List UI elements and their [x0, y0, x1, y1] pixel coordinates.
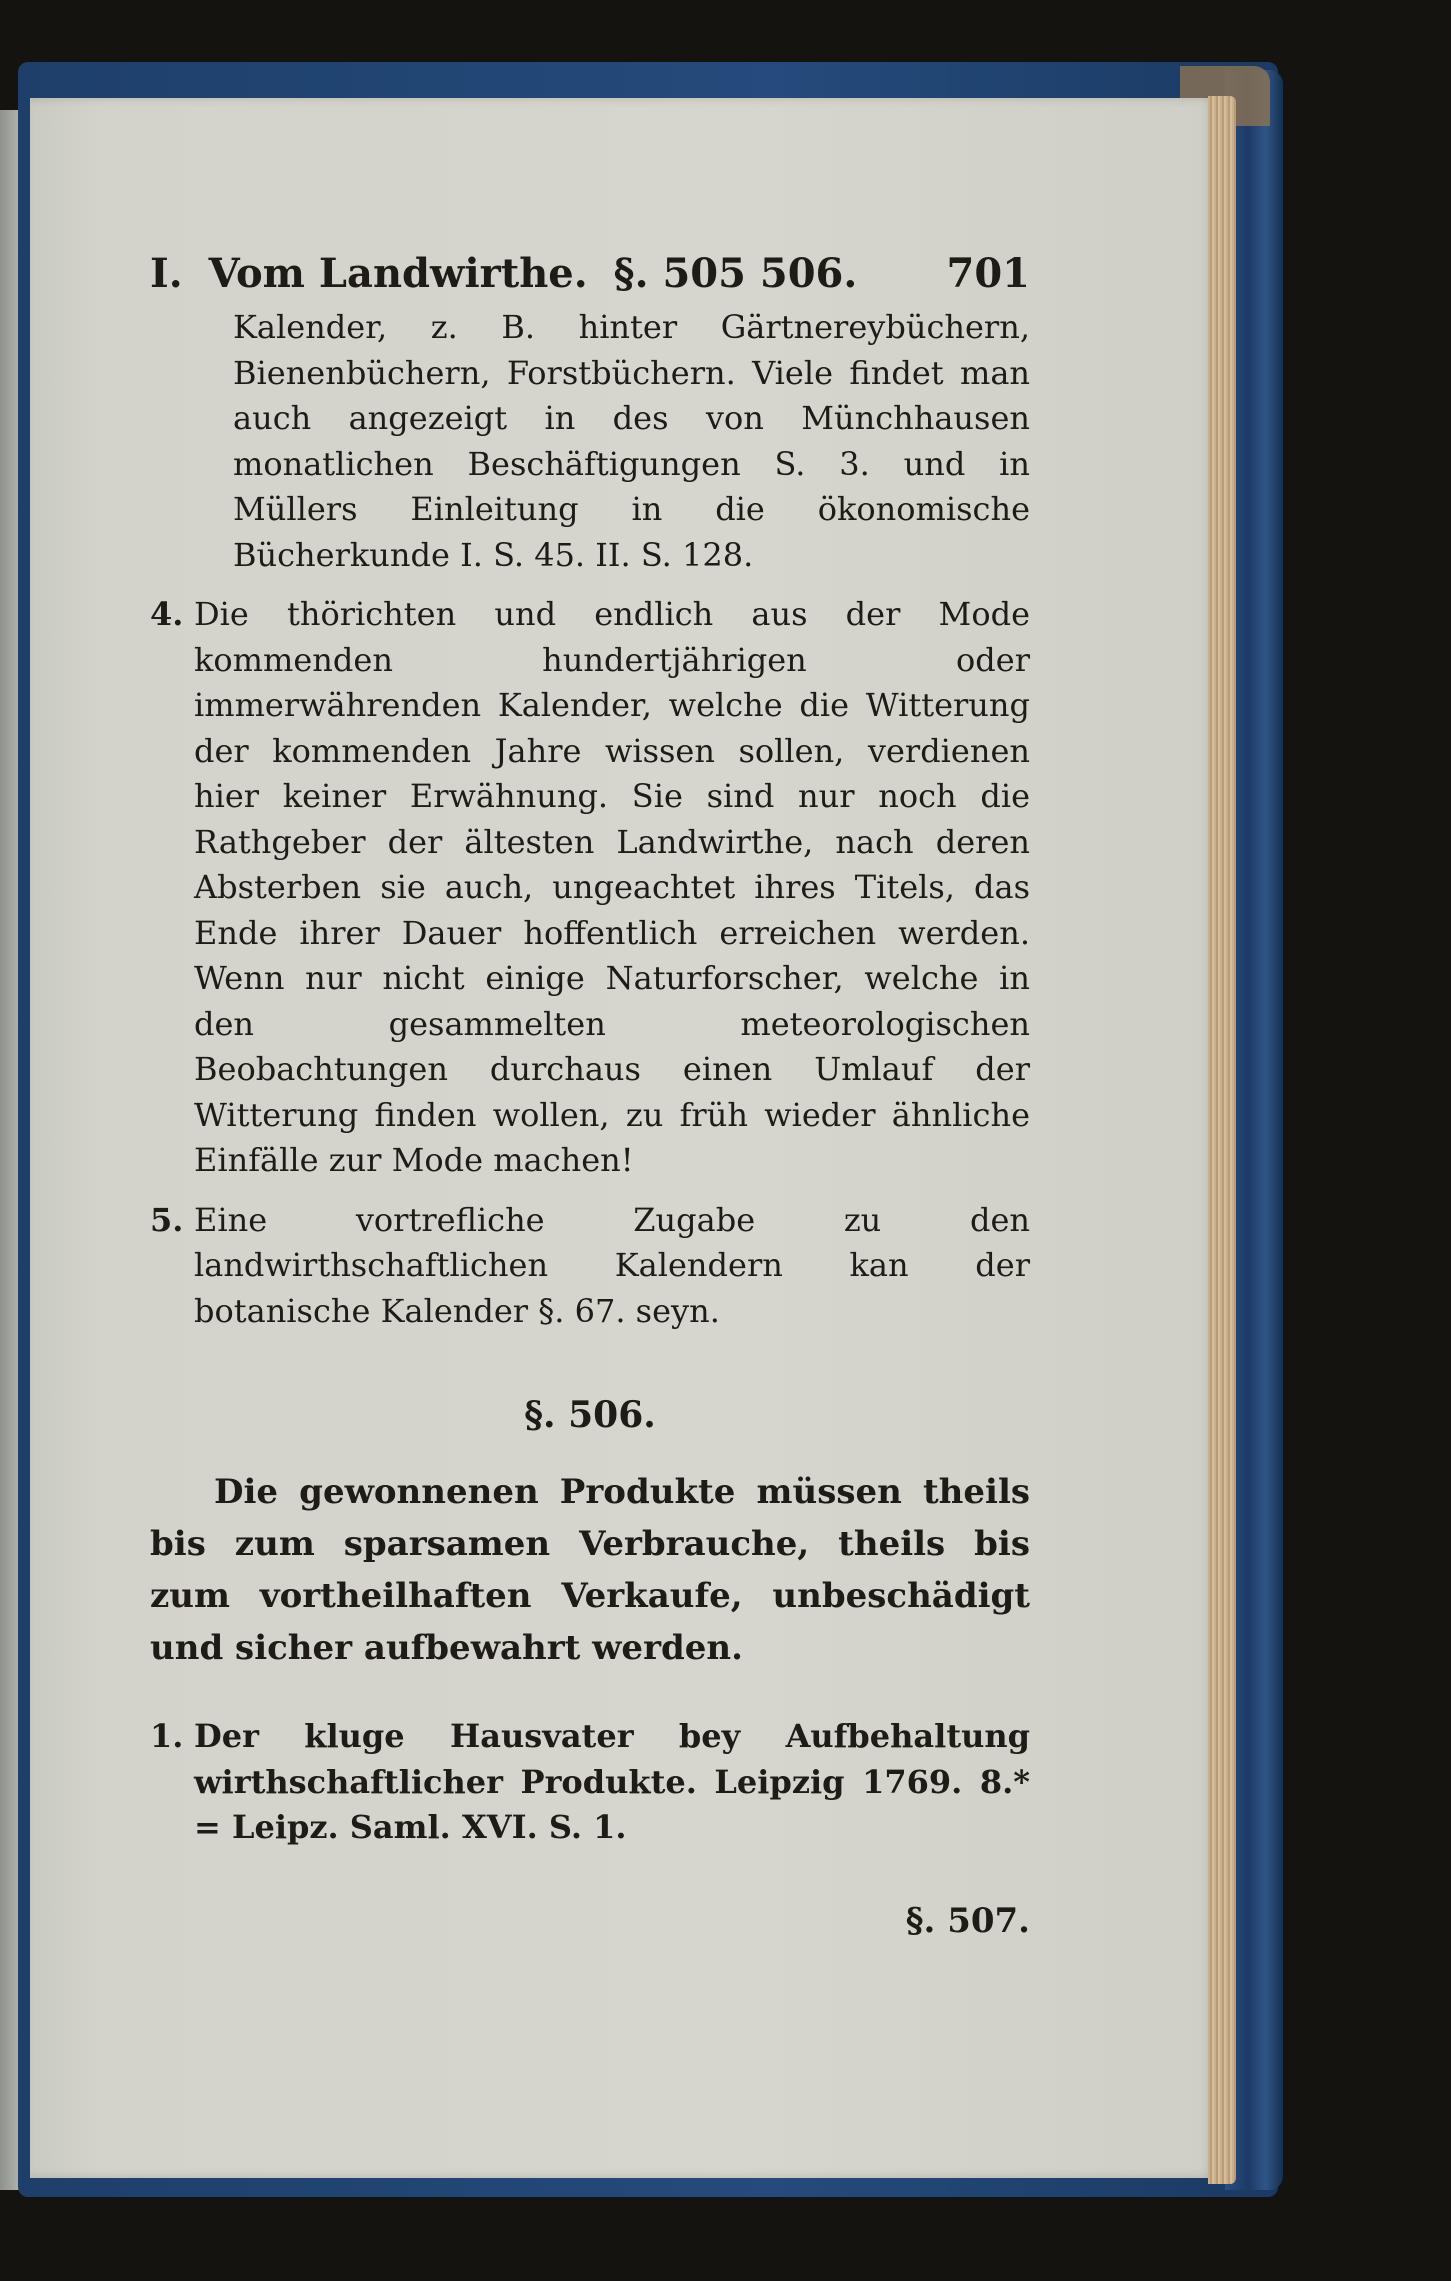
running-header — [150, 250, 1030, 297]
continuation-paragraph: Kalender, z. B. hinter Gärtnereybüchern, Bienenbüchern, Forstbüchern. Viele findet man auch angezeigt in des von Münchhausen monatlichen Beschäftigungen S. 3. und in Müllers Einleitung in die ökonomische Bücherkunde I. S. 45. II. S. 128. — [233, 308, 1030, 574]
item-number: 5. — [150, 1200, 184, 1239]
list-item — [150, 1198, 1030, 1335]
page-text — [150, 250, 1030, 1941]
section-heading: §. 506. — [524, 1394, 656, 1436]
list-item — [150, 592, 1030, 1184]
catchword: §. 507. — [905, 1900, 1030, 1941]
section-lead: Die gewonnenen Produkte müssen theils bis zum sparsamen Verbrauche, theils bis zum vortheilhaften Verkaufe, unbeschädigt und sicher aufbewahrt werden. — [150, 1472, 1030, 1668]
item-number: 1. — [150, 1717, 184, 1755]
item-text: Die thörichten und endlich aus der Mode kommenden hundertjährigen oder immerwährenden Kalender, welche die Witterung der kommenden Jahre wissen sollen, verdienen hier keiner Erwähnung. Sie sind nur noch die Rathgeber der ältesten Landwirthe, nach deren Absterben sie auch, ungeachtet ihres Titels, das Ende ihrer Dauer hoffentlich erreichen werden. Wenn nur nicht einige Naturforscher, welche in den gesammelten meteorologischen Beobachtungen durchaus einen Umlauf der Witterung finden wollen, zu früh wieder ähnliche Einfälle zur Mode machen! — [194, 595, 1030, 1179]
chapter-number: I. — [150, 250, 183, 297]
section-range: §. 505 506. — [613, 250, 858, 297]
item-number: 4. — [150, 595, 184, 633]
item-text: Eine vortrefliche Zugabe zu den landwirthschaftlichen Kalendern kan der botanische Kalender §. 67. seyn. — [194, 1200, 1030, 1330]
list-item — [150, 1714, 1030, 1851]
running-title: Vom Landwirthe. — [208, 250, 588, 297]
page-fore-edge — [1208, 96, 1236, 2184]
page-number: 701 — [946, 250, 1030, 297]
item-text: Der kluge Hausvater bey Aufbehaltung wirthschaftlicher Produkte. Leipzig 1769. 8.* = Leipz. Saml. XVI. S. 1. — [194, 1717, 1030, 1846]
